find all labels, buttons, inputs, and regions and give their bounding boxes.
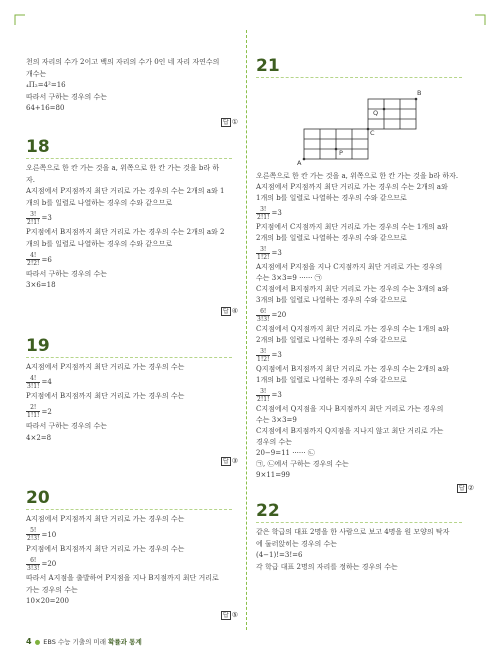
answer-choice: ③ [231,457,238,466]
formula-line [26,403,252,421]
section-17-tail [26,57,252,127]
formula-result: =3 [41,214,52,223]
text-line: 가는 경우의 수는 [26,585,78,594]
fraction-numerator: 2! [26,404,40,412]
fraction [26,375,40,390]
answer-box: 답 [222,307,229,315]
answer-choice: ① [231,117,238,126]
corner-mark-top-left [14,14,26,26]
text-line: A지점에서 P지점을 지나 C지점까지 최단 거리로 가는 경우의 [256,263,443,271]
fraction-denominator: 2!2! [27,260,40,268]
point-b [415,98,418,101]
formula-line [26,373,252,391]
answer-box: 답 [222,458,229,466]
formula-result: =3 [271,351,282,359]
text-line: 9×11=99 [256,471,290,479]
formula-result: =20 [41,560,57,569]
label-b: B [417,89,422,97]
section-rule [26,158,232,159]
book-title: EBS 수능 기출의 미래 [43,638,106,646]
formula-line [26,526,252,544]
text-line: A지점에서 P지점까지 최단 거리로 가는 경우의 수는 2개의 a와 [256,183,448,191]
formula-result: =10 [41,530,57,539]
fraction-numerator: 4! [26,252,40,260]
text-line: 따라서 A지점을 출발하여 P지점을 지나 B지점까지 최단 거리로 [26,574,219,583]
answer-box: 답 [222,118,229,126]
section-rule [256,77,462,78]
text-line: 2개의 b를 일렬로 나열하는 경우의 수와 같으므로 [256,336,407,344]
text-line: 3개의 b를 일렬로 나열하는 경우의 수와 같으므로 [256,296,407,304]
answer-choice: ⑤ [231,611,238,620]
problem-number: 22 [256,501,280,521]
section-21 [256,56,482,493]
text-line: 20−9=11 ······ ㉡ [256,449,315,457]
text-line: C지점에서 Q지점을 지나 B지점까지 최단 거리로 가는 경우의 [256,405,444,413]
point-c [367,128,370,131]
fraction-denominator: 3!3! [27,564,40,572]
fraction-denominator: 2!1! [257,213,270,221]
fraction-denominator: 2!1! [257,395,270,403]
answer-mark [26,306,252,316]
left-column [26,30,252,620]
formula-result: =4 [41,378,52,387]
subject-title: 확률과 통계 [108,638,142,646]
text-line: 64+16=80 [26,104,65,113]
text-line: C지점에서 B지점까지 최단 거리로 가는 경우의 수는 3개의 a와 [256,285,449,293]
label-c: C [370,129,375,137]
text-line: P지점에서 B지점까지 최단 거리로 가는 경우의 수는 2개의 a와 2 [26,228,225,237]
fraction [256,308,270,323]
text-line: 개의 b를 일렬로 나열하는 경우의 수와 같으므로 [26,198,173,207]
corner-mark-top-right [474,14,486,26]
formula-line [26,555,252,573]
text-line: 따라서 구하는 경우의 수는 [26,92,108,101]
text-line: Q지점에서 B지점까지 최단 거리로 가는 경우의 수는 2개의 a와 [256,365,449,373]
problem-number: 20 [26,488,50,509]
formula-result: =3 [271,249,282,257]
fraction-numerator: 3! [256,388,270,396]
fraction-numerator: 4! [26,375,40,383]
fraction [256,246,270,261]
fraction [256,388,270,403]
answer-mark [26,456,252,466]
fraction-denominator: 2!3! [27,535,40,543]
formula-result: =3 [271,209,282,217]
formula-result: =2 [41,407,52,416]
point-a [303,158,306,161]
problem-number: 18 [26,136,50,157]
formula-line [256,306,482,324]
answer-box: 답 [458,485,465,492]
label-a: A [297,159,302,167]
grid-svg [256,82,482,167]
text-line: 따라서 구하는 경우의 수는 [26,421,108,430]
section-rule [26,509,232,510]
text-line: 따라서 구하는 경우의 수는 [26,269,108,278]
fraction-denominator: 3!1! [27,382,40,390]
text-line: A지점에서 P지점까지 최단 거리로 가는 경우의 수는 [26,515,185,524]
fraction [26,557,40,572]
label-p: P [339,149,343,157]
fraction [26,211,40,226]
right-column [256,30,482,573]
text-line: 개의 b를 일렬로 나열하는 경우의 수와 같으므로 [26,239,173,248]
formula-line [256,346,482,364]
text-line: (4−1)!=3!=6 [256,551,303,560]
fraction [256,206,270,221]
answer-box: 답 [222,612,229,620]
text-line: 개수는 [26,69,47,78]
text-line: 에 둘러앉히는 경우의 수는 [256,539,338,548]
text-line: 수는 3×3=9 ······ ㉠ [256,274,322,282]
text-line: 4×2=8 [26,433,52,442]
label-q: Q [373,109,379,117]
text-line: 2개의 b를 일렬로 나열하는 경우의 수와 같으므로 [256,234,407,242]
text-line: P지점에서 C지점까지 최단 거리로 가는 경우의 수는 1개의 a와 [256,223,449,231]
footer-bullet: ● [34,638,41,646]
formula-result: =6 [41,255,52,264]
fraction-denominator: 1!1! [27,412,40,420]
text-line: ㉠, ㉡에서 구하는 경우의 수는 [256,460,349,468]
fraction-denominator: 3!3! [257,315,270,323]
fraction-denominator: 2!1! [27,218,40,226]
formula-line [26,251,252,269]
fraction [26,252,40,267]
page-footer [26,637,142,646]
formula-line [256,244,482,262]
formula-line [26,209,252,227]
text-line: 각 학급 대표 2명의 자리를 정하는 경우의 수는 [256,562,398,571]
section-22 [256,501,482,573]
fraction-numerator: 6! [26,557,40,565]
point-p [335,148,338,151]
fraction-numerator: 3! [256,206,270,214]
text-line: C지점에서 Q지점까지 최단 거리로 가는 경우의 수는 1개의 a와 [256,325,450,333]
section-rule [26,357,232,358]
fraction-numerator: 3! [256,348,270,356]
text-line: 같은 학급의 대표 2명을 한 사람으로 보고 4명을 원 모양의 탁자 [256,528,450,536]
fraction-denominator: 1!2! [257,253,270,261]
fraction [26,527,40,542]
text-line: 오른쪽으로 한 칸 가는 것을 a, 위쪽으로 한 칸 가는 것을 b라 하자. [256,172,459,180]
formula-result: =20 [271,311,287,319]
fraction [256,348,270,363]
point-q [383,108,386,111]
section-19 [26,336,252,466]
answer-choice: ② [467,484,474,492]
text-line: ₄Π₂=4²=16 [26,81,66,90]
text-line: 경우의 수는 [256,438,293,446]
text-line: 10×20=200 [26,597,69,606]
fraction-denominator: 1!2! [257,355,270,363]
text-line: C지점에서 B지점까지 Q지점을 지나지 않고 최단 거리로 가는 [256,427,444,435]
text-line: 자. [26,175,35,184]
fraction-numerator: 6! [256,308,270,316]
text-line: 수는 3×3=9 [256,416,297,424]
problem-number: 21 [256,56,280,76]
text-line: A지점에서 P지점까지 최단 거리로 가는 경우의 수는 2개의 a와 1 [26,187,225,196]
answer-mark [26,610,252,620]
fraction-numerator: 3! [26,211,40,219]
text-line: P지점에서 B지점까지 최단 거리로 가는 경우의 수는 [26,392,185,401]
text-line: 3×6=18 [26,281,56,290]
section-rule [256,522,462,523]
fraction-numerator: 5! [26,527,40,535]
fraction [26,404,40,419]
formula-line [256,386,482,404]
path-grid-diagram [256,82,482,167]
section-20 [26,488,252,620]
answer-choice: ④ [231,306,238,315]
text-line: A지점에서 P지점까지 최단 거리로 가는 경우의 수는 [26,362,185,371]
text-line: 1개의 b를 일렬로 나열하는 경우의 수와 같으므로 [256,194,407,202]
text-line: 1개의 b를 일렬로 나열하는 경우의 수와 같으므로 [256,376,407,384]
text-line: 천의 자리의 수가 2이고 백의 자리의 수가 0인 네 자리 자연수의 [26,58,220,66]
text-line: P지점에서 B지점까지 최단 거리로 가는 경우의 수는 [26,544,185,553]
answer-mark [26,117,252,127]
section-18 [26,137,252,316]
text-line: 오른쪽으로 한 칸 가는 것을 a, 위쪽으로 한 칸 가는 것을 b라 하 [26,163,220,172]
fraction-numerator: 3! [256,246,270,254]
formula-line [256,204,482,222]
formula-result: =3 [271,391,282,399]
page-number: 4 [26,637,32,646]
answer-mark [256,483,482,493]
problem-number: 19 [26,335,50,356]
